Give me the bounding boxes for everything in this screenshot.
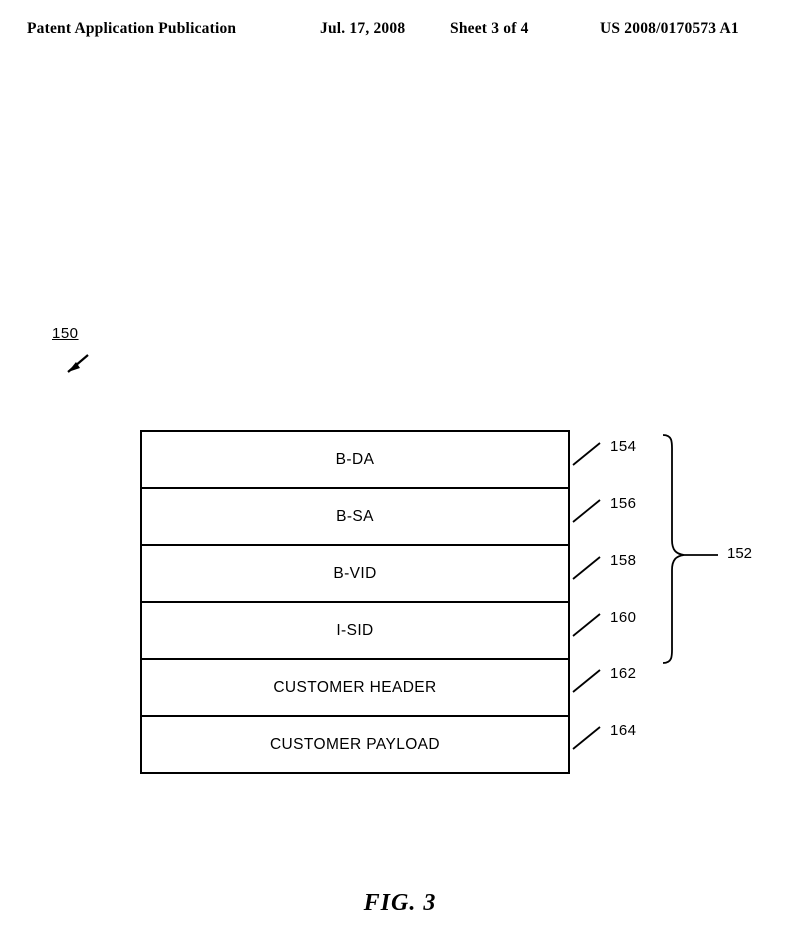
stack-row [142,717,568,774]
stack-row-label: I-SID [336,621,374,639]
leader-line-160 [573,614,600,636]
reference-numeral-150: 150 [52,325,79,342]
packet-structure-stack [140,430,570,774]
header-publication-title: Patent Application Publication [27,20,237,37]
stack-row [142,660,568,717]
leader-line-156 [573,500,600,522]
callout-164: 164 [610,722,637,739]
callout-160: 160 [610,609,637,626]
callout-156: 156 [610,495,637,512]
callout-162: 162 [610,665,637,682]
stack-row-label: B-DA [335,450,375,468]
header-patent-number: US 2008/0170573 A1 [600,20,739,37]
stack-row-label: B-SA [336,507,374,525]
stack-row-label: CUSTOMER PAYLOAD [269,735,441,753]
leader-line-158 [573,557,600,579]
stack-row [142,546,568,603]
callout-158: 158 [610,552,637,569]
arrow-150-icon [68,355,88,372]
stack-row [142,432,568,489]
stack-row [142,489,568,546]
leader-line-154 [573,443,600,465]
figure-caption: FIG. 3 [363,890,437,916]
callout-152: 152 [727,545,753,562]
leader-line-164 [573,727,600,749]
group-brace-152 [663,435,684,663]
stack-row-label: B-VID [333,564,377,582]
stack-row-label: CUSTOMER HEADER [273,678,437,696]
leader-line-162 [573,670,600,692]
header-sheet-number: Sheet 3 of 4 [450,20,529,37]
callout-154: 154 [610,438,637,455]
stack-row [142,603,568,660]
header-publication-date: Jul. 17, 2008 [320,20,406,37]
